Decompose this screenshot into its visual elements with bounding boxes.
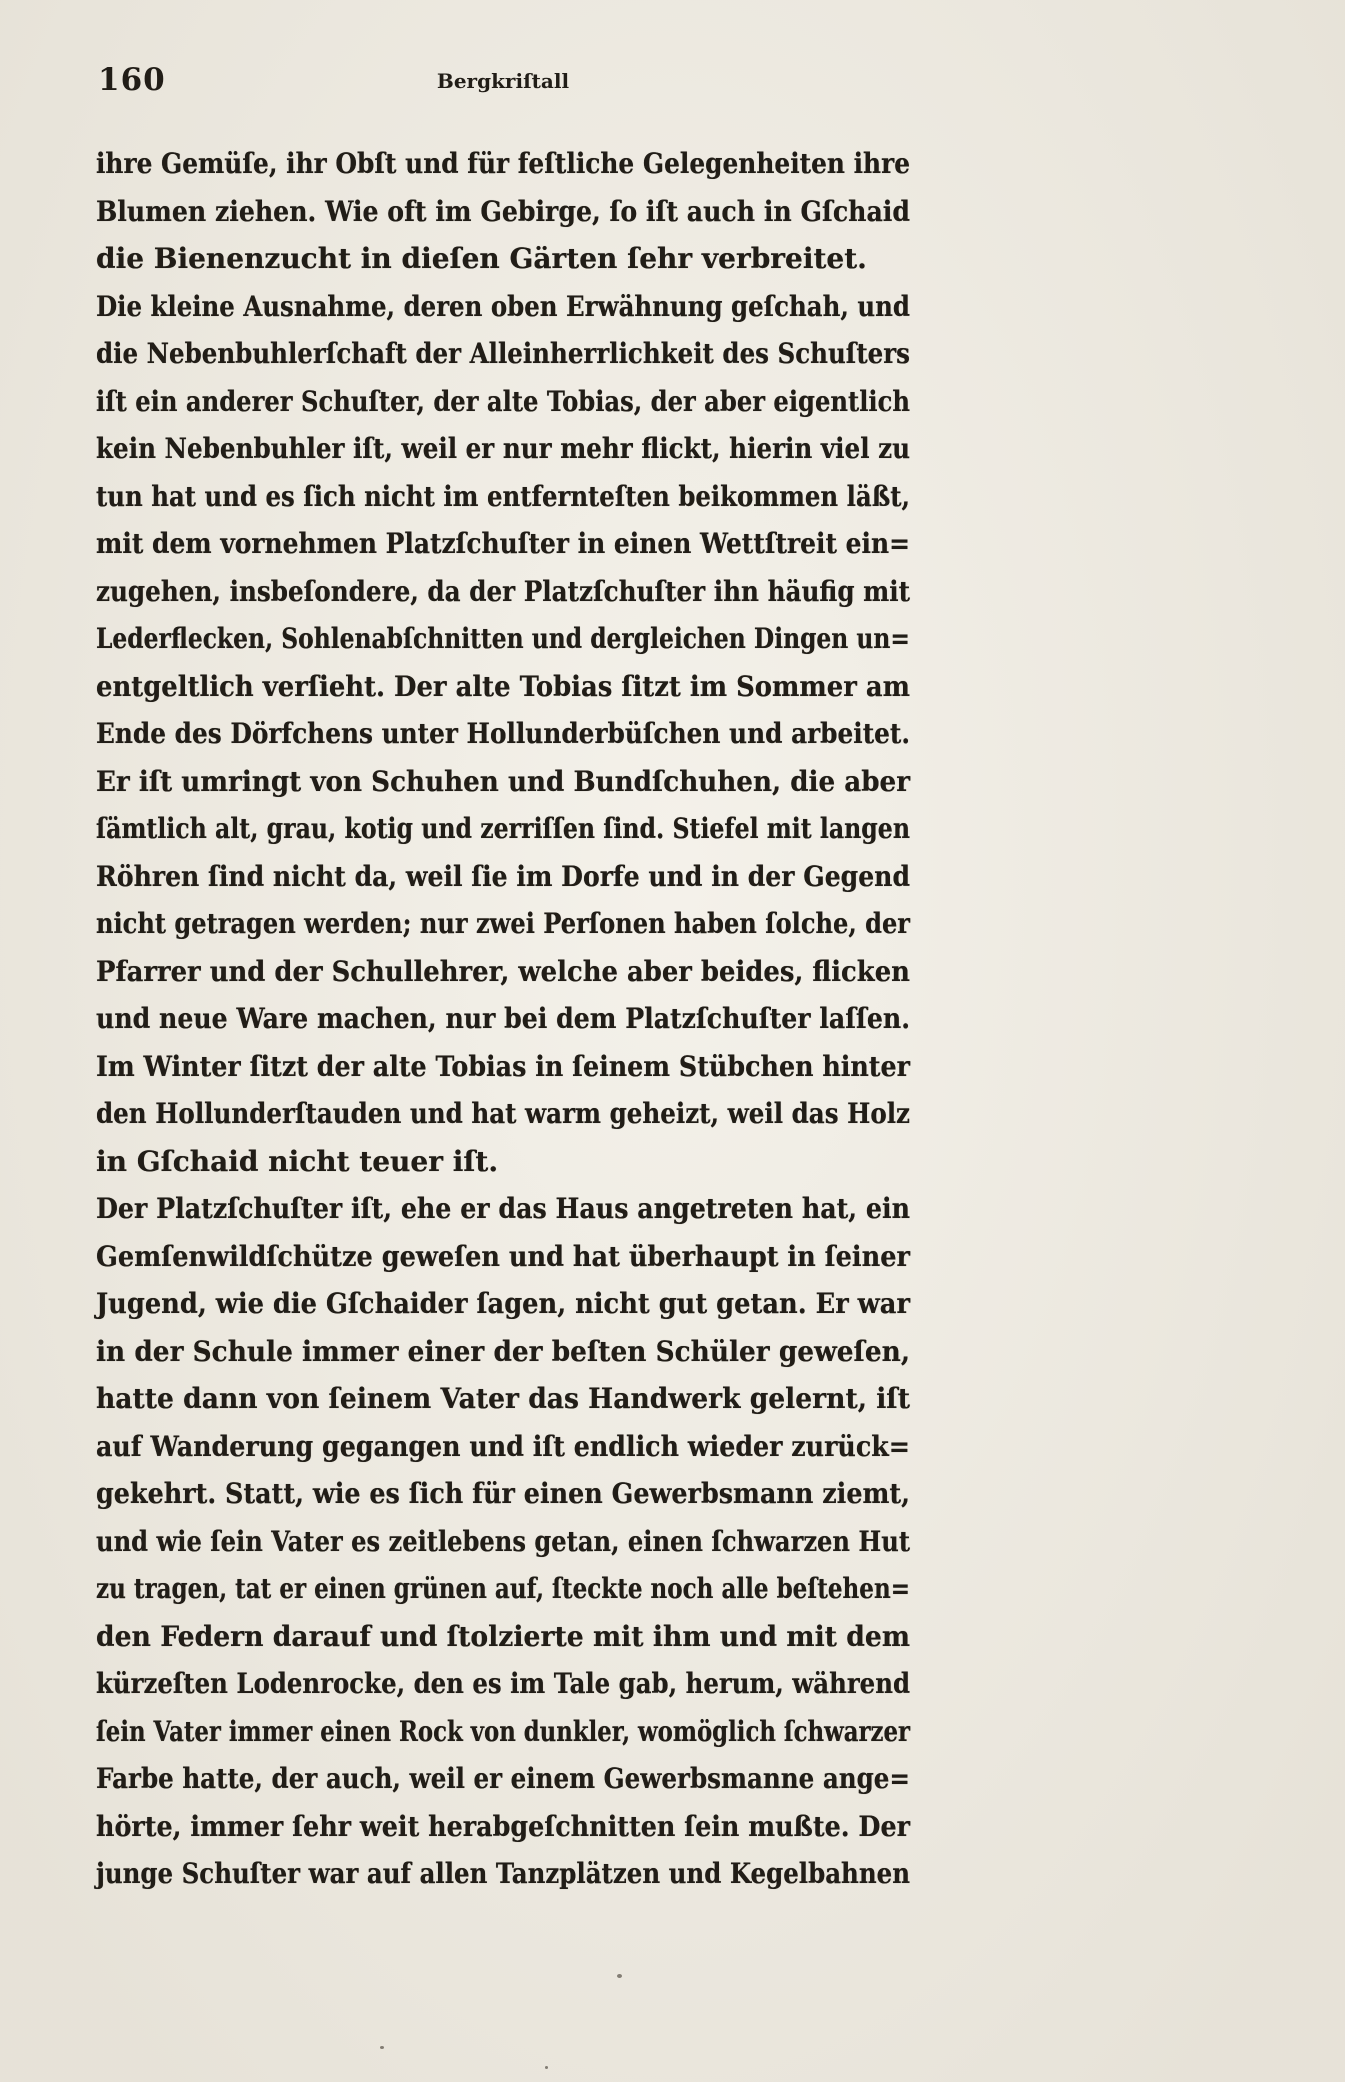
text-line-text: Jugend, wie die Gſchaider ſagen, nicht gut getan. Er war <box>96 1287 910 1320</box>
text-line-text: Farbe hatte, der auch, weil er einem Gewerbsmanne ange= <box>96 1762 910 1795</box>
text-line-text: und neue Ware machen, nur bei dem Platzſchuſter laſſen. <box>96 1002 910 1035</box>
text-line-text: Die kleine Ausnahme, deren oben Erwähnung geſchah, und <box>96 289 910 323</box>
text-line-text: iſt ein anderer Schuſter, der alte Tobias, der aber eigentlich <box>96 384 910 418</box>
scan-speck <box>617 1974 622 1978</box>
text-line-text: in der Schule immer einer der beſten Schüler geweſen, <box>96 1334 910 1368</box>
text-line-text: kein Nebenbuhler iſt, weil er nur mehr flickt, hierin viel zu <box>96 432 910 465</box>
text-line <box>96 1328 910 1376</box>
text-line <box>96 330 910 378</box>
text-line-text: junge Schuſter war auf allen Tanzplätzen und Kegelbahnen <box>96 1857 910 1890</box>
text-line <box>96 1470 910 1518</box>
text-line <box>96 235 910 283</box>
text-line <box>96 663 910 711</box>
text-line-text: ſein Vater immer einen Rock von dunkler, womöglich ſchwarzer <box>96 1714 910 1748</box>
text-line <box>96 1423 910 1471</box>
text-line <box>96 1138 910 1186</box>
paragraph <box>96 140 910 283</box>
text-line-text: hörte, immer ſehr weit herabgeſchnitten ſein mußte. Der <box>96 1809 910 1843</box>
text-line-text: gekehrt. Statt, wie es ſich für einen Gewerbsmann ziemt, <box>96 1477 910 1510</box>
text-line-text: in Gſchaid nicht teuer iſt. <box>96 1144 499 1178</box>
page-content <box>96 62 910 1898</box>
text-line-text: Röhren ſind nicht da, weil ſie im Dorfe und in der Gegend <box>96 859 910 893</box>
text-line-text: den Hollunderſtauden und hat warm geheizt, weil das Holz <box>96 1097 910 1130</box>
text-line <box>96 1565 910 1613</box>
text-line-text: Er iſt umringt von Schuhen und Bundſchuhen, die aber <box>96 764 910 798</box>
text-line <box>96 758 910 806</box>
text-line <box>96 1850 910 1898</box>
text-line <box>96 805 910 853</box>
text-line-text: zugehen, insbeſondere, da der Platzſchuſter ihn häufig mit <box>96 574 910 608</box>
text-line-text: kürzeſten Lodenrocke, den es im Tale gab, herum, während <box>96 1667 910 1700</box>
text-line-text: zu tragen, tat er einen grünen auf, ſteckte noch alle beſtehen= <box>96 1572 910 1605</box>
text-line <box>96 1803 910 1851</box>
paragraph <box>96 1185 910 1898</box>
text-line-text: Pfarrer und der Schullehrer, welche aber beides, flicken <box>96 954 910 988</box>
text-line <box>96 568 910 616</box>
text-line <box>96 1090 910 1138</box>
text-line-text: ihre Gemüſe, ihr Obſt und für feſtliche Gelegenheiten ihre <box>96 147 910 180</box>
scan-speck <box>380 2046 384 2049</box>
text-line <box>96 1043 910 1091</box>
text-line-text: hatte dann von ſeinem Vater das Handwerk gelernt, iſt <box>96 1382 910 1415</box>
text-line-text: die Nebenbuhlerſchaft der Alleinherrlichkeit des Schuſters <box>96 337 910 370</box>
text-line-text: Der Platzſchuſter iſt, ehe er das Haus angetreten hat, ein <box>96 1192 910 1225</box>
page-number: 160 <box>98 62 166 98</box>
text-line <box>96 1613 910 1661</box>
text-line-text: nicht getragen werden; nur zwei Perſonen haben ſolche, der <box>96 907 910 940</box>
text-line <box>96 188 910 236</box>
text-line-text: mit dem vornehmen Platzſchuſter in einen Wettſtreit ein= <box>96 527 910 560</box>
text-line-text: die Bienenzucht in dieſen Gärten ſehr verbreitet. <box>96 242 867 275</box>
text-line-text: ſämtlich alt, grau, kotig und zerriſſen ſind. Stiefel mit langen <box>96 812 910 845</box>
text-line <box>96 473 910 521</box>
text-line <box>96 425 910 473</box>
text-line <box>96 283 910 331</box>
body-text <box>96 140 910 1898</box>
text-line <box>96 378 910 426</box>
text-line-text: Blumen ziehen. Wie oft im Gebirge, ſo iſt auch in Gſchaid <box>96 194 910 228</box>
text-line-text: Im Winter ſitzt der alte Tobias in ſeinem Stübchen hinter <box>96 1049 910 1083</box>
text-line-text: Gemſenwildſchütze geweſen und hat überhaupt in ſeiner <box>96 1239 910 1273</box>
text-line-text: Ende des Dörfchens unter Hollunderbüſchen und arbeitet. <box>96 717 910 750</box>
text-line-text: auf Wanderung gegangen und iſt endlich wieder zurück= <box>96 1429 910 1463</box>
page-head <box>96 62 910 116</box>
text-line-text: Lederflecken, Sohlenabſchnitten und dergleichen Dingen un= <box>96 622 910 655</box>
text-line <box>96 1708 910 1756</box>
text-line-text: den Federn darauf und ſtolzierte mit ihm und mit dem <box>96 1619 910 1653</box>
text-line <box>96 1660 910 1708</box>
text-line <box>96 900 910 948</box>
text-line <box>96 948 910 996</box>
text-line <box>96 1280 910 1328</box>
running-header: Bergkriſtall <box>436 69 570 93</box>
scan-speck <box>545 2066 548 2069</box>
text-line <box>96 140 910 188</box>
text-line <box>96 710 910 758</box>
text-line-text: entgeltlich verſieht. Der alte Tobias ſitzt im Sommer am <box>96 669 910 703</box>
text-line <box>96 615 910 663</box>
text-line <box>96 520 910 568</box>
paragraph <box>96 283 910 1186</box>
text-line <box>96 1185 910 1233</box>
text-line <box>96 1755 910 1803</box>
text-line <box>96 1518 910 1566</box>
text-line-text: tun hat und es ſich nicht im entfernteſten beikommen läßt, <box>96 479 910 513</box>
text-line <box>96 995 910 1043</box>
text-line <box>96 1233 910 1281</box>
text-line-text: und wie ſein Vater es zeitlebens getan, einen ſchwarzen Hut <box>96 1524 910 1558</box>
text-line <box>96 1375 910 1423</box>
text-line <box>96 853 910 901</box>
